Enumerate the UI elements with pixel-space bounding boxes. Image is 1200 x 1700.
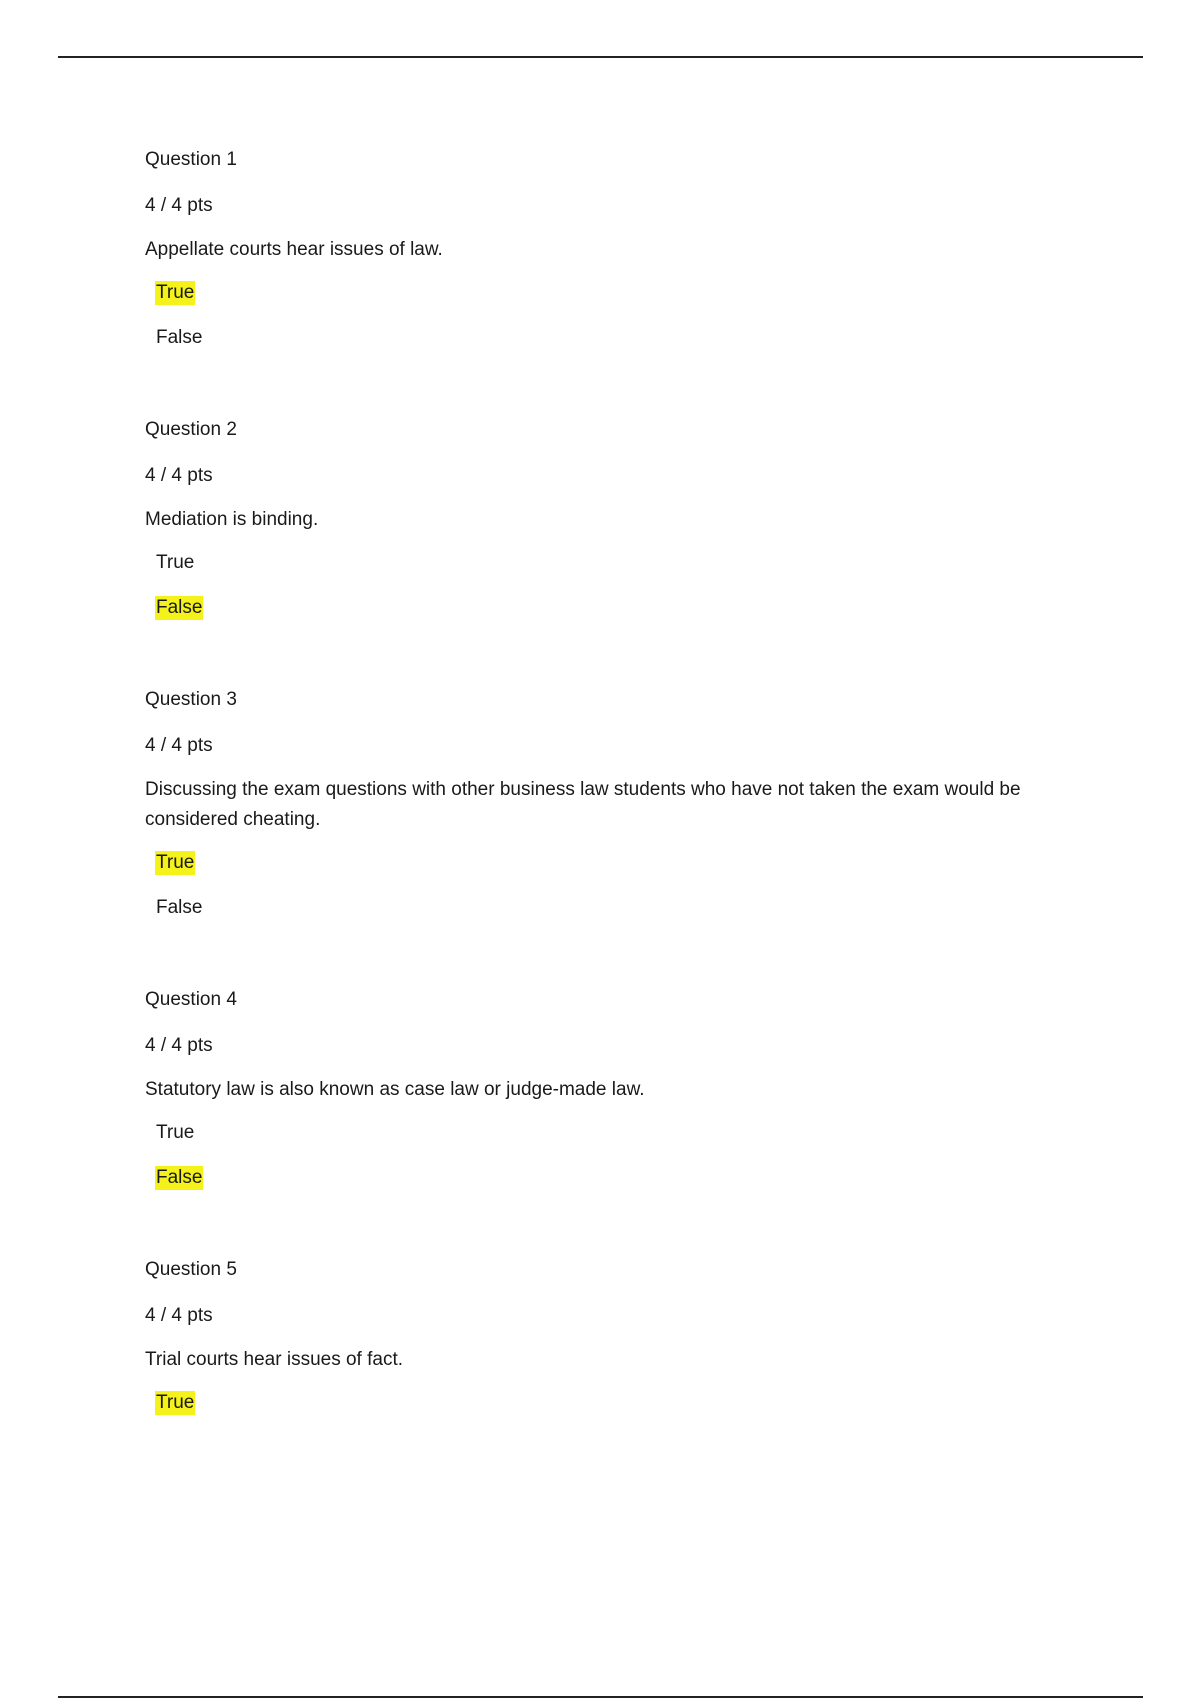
question-block bbox=[145, 415, 1105, 685]
answer-option-label: False bbox=[156, 597, 203, 618]
answer-option-label: False bbox=[156, 897, 203, 918]
answer-option-label: True bbox=[156, 1392, 195, 1413]
question-title: Question 1 bbox=[145, 149, 237, 170]
answer-option[interactable] bbox=[145, 548, 1105, 578]
answer-option[interactable] bbox=[145, 1388, 1105, 1418]
answer-option[interactable] bbox=[145, 323, 1105, 353]
question-text: Discussing the exam questions with other business law students who have not taken the exam would be considered cheating. bbox=[145, 779, 1021, 830]
top-rule bbox=[58, 56, 1143, 58]
answer-options bbox=[145, 278, 1105, 353]
question-title: Question 2 bbox=[145, 419, 237, 440]
answer-option[interactable] bbox=[145, 593, 1105, 623]
question-title: Question 3 bbox=[145, 689, 237, 710]
answer-option[interactable] bbox=[145, 278, 1105, 308]
question-text: Appellate courts hear issues of law. bbox=[145, 239, 443, 260]
bottom-rule bbox=[58, 1696, 1143, 1698]
answer-options bbox=[145, 1388, 1105, 1418]
answer-option-label: True bbox=[156, 282, 195, 303]
question-title: Question 4 bbox=[145, 989, 237, 1010]
question-block bbox=[145, 1255, 1105, 1525]
answer-option-label: True bbox=[156, 1122, 195, 1143]
answer-options bbox=[145, 1118, 1105, 1193]
question-text: Mediation is binding. bbox=[145, 509, 319, 530]
question-block bbox=[145, 985, 1105, 1255]
question-points: 4 / 4 pts bbox=[145, 1035, 213, 1056]
answer-option[interactable] bbox=[145, 1118, 1105, 1148]
question-points: 4 / 4 pts bbox=[145, 1305, 213, 1326]
question-block bbox=[145, 145, 1105, 415]
answer-options bbox=[145, 548, 1105, 623]
answer-option-label: True bbox=[156, 852, 195, 873]
answer-option[interactable] bbox=[145, 893, 1105, 923]
question-list bbox=[145, 145, 1105, 1525]
question-points: 4 / 4 pts bbox=[145, 465, 213, 486]
question-points: 4 / 4 pts bbox=[145, 735, 213, 756]
answer-option-label: False bbox=[156, 1167, 203, 1188]
answer-option[interactable] bbox=[145, 1163, 1105, 1193]
question-title: Question 5 bbox=[145, 1259, 237, 1280]
answer-option[interactable] bbox=[145, 848, 1105, 878]
question-text: Trial courts hear issues of fact. bbox=[145, 1349, 404, 1370]
answer-options bbox=[145, 848, 1105, 923]
answer-option-label: False bbox=[156, 327, 203, 348]
answer-option-label: True bbox=[156, 552, 195, 573]
question-points: 4 / 4 pts bbox=[145, 195, 213, 216]
question-block bbox=[145, 685, 1105, 985]
question-text: Statutory law is also known as case law or judge-made law. bbox=[145, 1079, 645, 1100]
